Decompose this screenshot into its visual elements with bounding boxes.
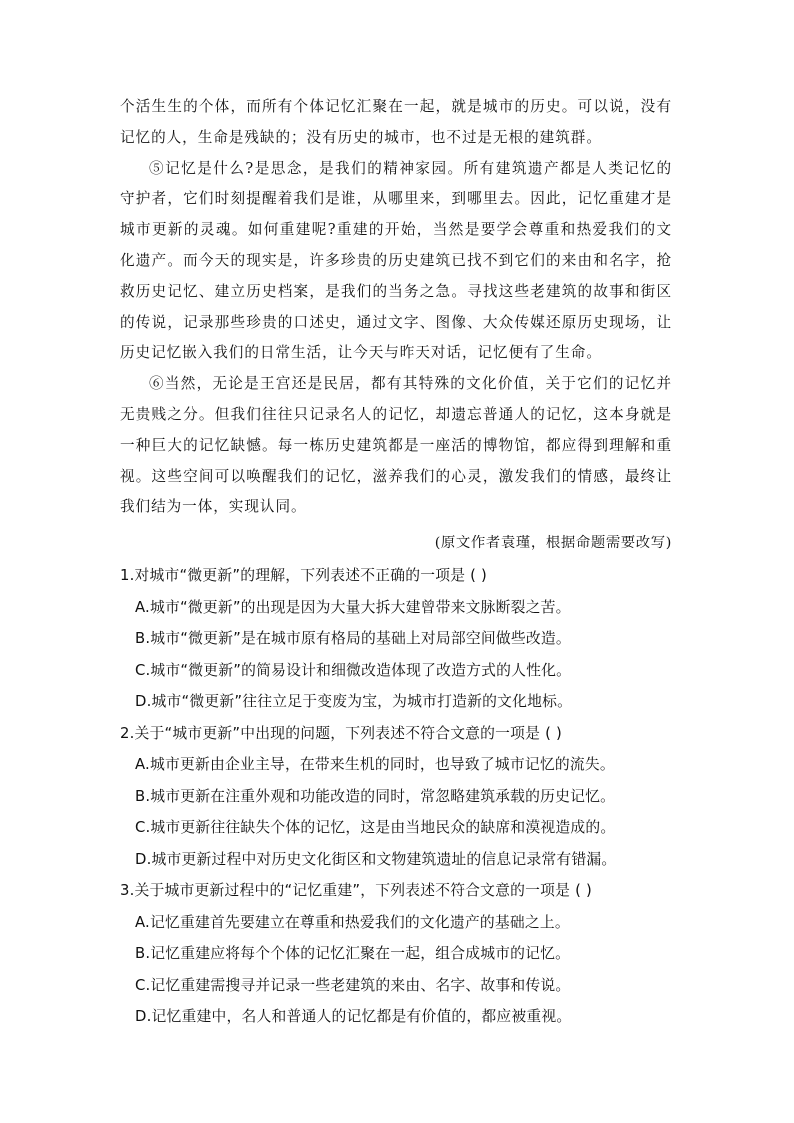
passage-line: 个活生生的个体，而所有个体记忆汇聚在一起，就是城市的历史。可以说，没有 [120,98,672,115]
question-1 [120,560,680,718]
answer-option-b: B.城市更新在注重外观和功能改造的同时，常忽略建筑承载的历史记忆。 [135,787,616,805]
passage-line: 历史记忆嵌入我们的日常生活，让今天与昨天对话，记忆便有了生命。 [120,344,602,362]
passage-line: 视。这些空间可以唤醒我们的记忆，滋养我们的心灵，激发我们的情感，最终让 [120,467,672,485]
question-2 [120,718,680,876]
passage-paragraph [120,154,672,370]
passage-line: 城市更新的灵魂。如何重建呢?重建的开始，当然是要学会尊重和热爱我们的文 [120,221,672,239]
answer-option-c: C.城市更新往往缺失个体的记忆，这是由当地民众的缺席和漠视造成的。 [135,819,616,836]
passage-line: ⑤记忆是什么?是思念，是我们的精神家园。所有建筑遗产都是人类记忆的 [149,159,672,177]
answer-option-a: A.记忆重建首先要建立在尊重和热爱我们的文化遗产的基础之上。 [135,913,570,931]
answer-option-d: D.记忆重建中，名人和普通人的记忆都是有价值的，都应被重视。 [135,1008,572,1025]
answer-option-a: A.城市“微更新”的出现是因为大量大拆大建曾带来文脉断裂之苦。 [135,598,571,616]
passage-paragraph [120,92,672,154]
answer-option-d: D.城市更新过程中对历史文化街区和文物建筑遗址的信息记录常有错漏。 [135,850,617,868]
answer-option-b: B.城市“微更新”是在城市原有格局的基础上对局部空间做些改造。 [135,630,571,647]
passage-line: 化遗产。而今天的现实是，许多珍贵的历史建筑已找不到它们的来由和名字，抢 [120,251,672,269]
answer-option-a: A.城市更新由企业主导，在带来生机的同时，也导致了城市记忆的流失。 [135,756,615,773]
passage-line: 救历史记忆、建立历史档案，是我们的当务之急。寻找这些老建筑的故事和街区 [120,282,672,300]
answer-option-c: C.记忆重建需搜寻并记录一些老建筑的来由、名字、故事和传说。 [135,976,571,994]
passage-paragraph [120,369,672,523]
answer-option-c: C.城市“微更新”的简易设计和细微改造体现了改造方式的人性化。 [135,661,572,679]
question-stem: 1.对城市“微更新”的理解，下列表述不正确的一项是 ( ) [120,567,487,584]
question-stem: 3.关于城市更新过程中的“记忆重建”，下列表述不符合文意的一项是 ( ) [120,882,592,899]
passage-line: ⑥当然，无论是王宫还是民居，都有其特殊的文化价值，关于它们的记忆并 [149,375,672,393]
question-list [120,560,680,1033]
source-attribution: (原文作者袁瑾，根据命题需要改写) [434,535,672,551]
reading-passage [120,92,672,523]
passage-line: 我们结为一体，实现认同。 [120,498,307,516]
question-3 [120,875,680,1033]
answer-option-b: B.记忆重建应将每个个体的记忆汇聚在一起，组合成城市的记忆。 [135,945,571,962]
answer-option-d: D.城市“微更新”往往立足于变废为宝，为城市打造新的文化地标。 [135,693,573,710]
passage-line: 无贵贱之分。但我们往往只记录名人的记忆，却遗忘普通人的记忆，这本身就是 [120,405,672,423]
question-stem: 2.关于“城市更新”中出现的问题，下列表述不符合文意的一项是 ( ) [120,724,562,742]
passage-line: 记忆的人，生命是残缺的；没有历史的城市，也不过是无根的建筑群。 [120,128,602,146]
passage-line: 一种巨大的记忆缺憾。每一栋历史建筑都是一座活的博物馆，都应得到理解和重 [120,436,672,454]
passage-line: 的传说，记录那些珍贵的口述史，通过文字、图像、大众传媒还原历史现场，让 [120,313,672,331]
passage-line: 守护者，它们时刻提醒着我们是谁，从哪里来，到哪里去。因此，记忆重建才是 [120,190,672,208]
